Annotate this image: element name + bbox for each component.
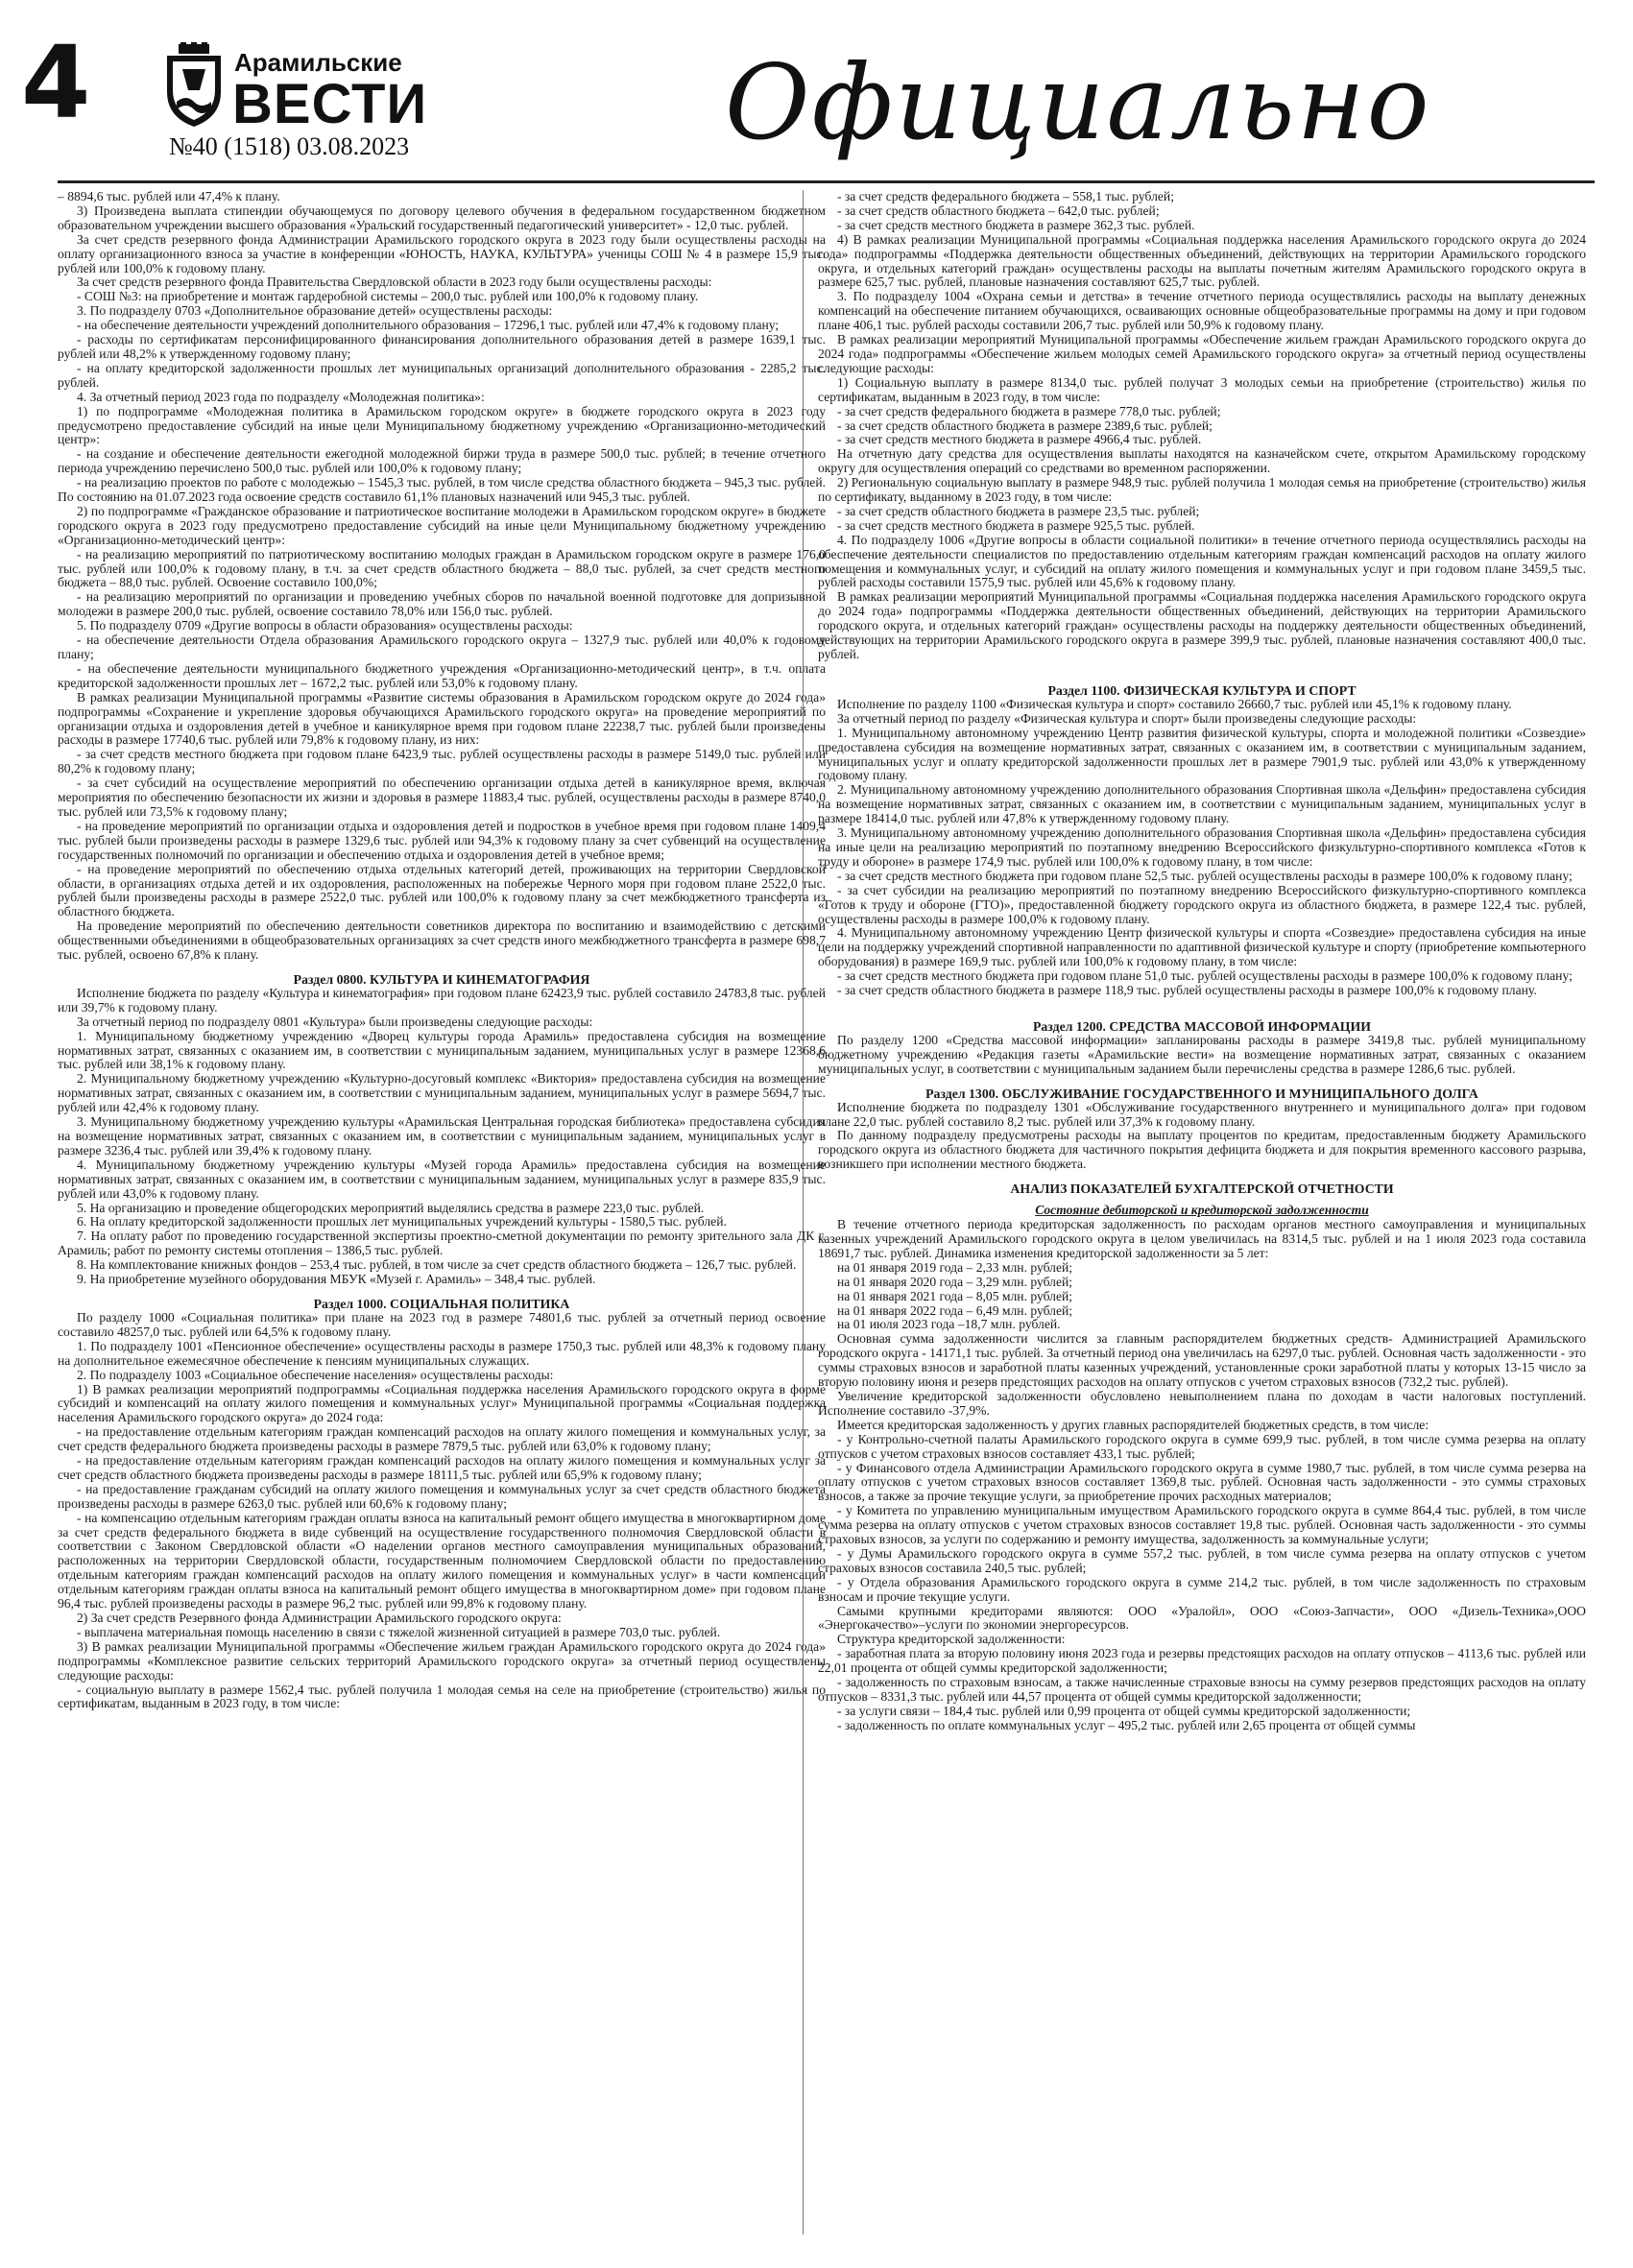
paragraph: Имеется кредиторская задолженность у других главных распорядителей бюджетных средств, в том числе: (837, 1417, 1429, 1432)
paragraph: - задолженность по страховым взносам, а также начисленные страховые взносы на сумму резервов предстоящих расходов на оплату отпусков – 8331,3 тыс. рублей или 44,57 процента от общей суммы кредиторской задолженности; (818, 1675, 1586, 1704)
paragraph: 2) Региональную социальную выплату в размере 948,9 тыс. рублей получила 1 молодая семья на приобретение (строительство) жилья по сертификату, выданному в 2023 году, в том числе: (818, 475, 1586, 505)
paragraph: - за счет средств федерального бюджета – 558,1 тыс. рублей; (837, 189, 1174, 203)
list-item: на 01 января 2019 года – 2,33 млн. рублей; (837, 1259, 1073, 1275)
paragraph: - за счет средств местного бюджета при годовом плане 52,5 тыс. рублей осуществлены расходы в размере 100,0% к годовому плану; (837, 868, 1573, 883)
paragraph: 1) по подпрограмме «Молодежная политика в Арамильском городском округе» в бюджете городского округа в 2023 году предусмотрено предоставление субсидий на иные цели Муниципальному бюджетному учреждению «Организационно-методический центр»: (58, 403, 826, 447)
spacer (818, 998, 1586, 1010)
paragraph: - заработная плата за вторую половину июня 2023 года и резервы предстоящих расходов на оплату отпусков – 4113,6 тыс. рублей или 22,01 процента от общей суммы кредиторской задолженности; (818, 1646, 1586, 1676)
logo-title-line1: Арамильские (234, 48, 402, 77)
paragraph: По разделу 1000 «Социальная политика» при плане на 2023 год в размере 74801,6 тыс. рублей за отчетный период освоение составило 48257,0 тыс. рублей или 64,5% к годовому плану. (58, 1309, 826, 1339)
paragraph: 4. Муниципальному автономному учреждению Центр физической культуры и спорта «Созвездие» предоставлена субсидия на иные цели на поддержку учреждений спортивной направленности по адаптивной физической культуре и спорту (приобретение компьютерного оборудования) в размере 169,9 тыс. рублей или 100,0% к годовому плану, в том числе: (818, 925, 1586, 969)
paragraph: – 8894,6 тыс. рублей или 47,4% к плану. (58, 189, 280, 203)
paragraph: - на обеспечение деятельности муниципального бюджетного учреждения «Организационно-методический центр», в т.ч. оплата кредиторской задолженности прошлых лет – 1672,2 тыс. рублей или 53,0% к годовому плану. (58, 660, 826, 690)
paragraph: - на проведение мероприятий по организации отдыха и оздоровления детей и подростков в учебное время при годовом плане 1409,4 тыс. рублей были произведены расходы в размере 1329,6 тыс. рублей или 94,3% к годовому плану за счет субвенций на осуществление государственных полномочий по организации и обеспечению отдыха и оздоровления детей в учебное время; (58, 818, 826, 862)
paragraph: За отчетный период по разделу «Физическая культура и спорт» были произведены следующие расходы: (837, 710, 1417, 726)
section-heading-1200: Раздел 1200. СРЕДСТВА МАССОВОЙ ИНФОРМАЦИИ (1032, 1018, 1372, 1034)
section-heading-analysis: АНАЛИЗ ПОКАЗАТЕЛЕЙ БУХГАЛТЕРСКОЙ ОТЧЕТНОСТИ (1010, 1182, 1394, 1197)
paragraph: - у Отдела образования Арамильского городского округа в сумме 214,2 тыс. рублей, в том числе задолженность по страховым взносам и прочие текущие услуги. (818, 1574, 1586, 1604)
paragraph: Структура кредиторской задолженности: (837, 1632, 1066, 1647)
paragraph: 4) В рамках реализации Муниципальной программы «Социальная поддержка населения Арамильского городского округа до 2024 года» подпрограммы «Поддержка деятельности общественных объединений, действующих на территории Арамильского городского округа, и отдельных категорий граждан» осуществлены расходы на выплаты почетным жителям Арамильского городского округа в размере 625,7 тыс. рублей, плановые назначения составляют 625,7 тыс. рублей. (818, 231, 1586, 290)
paragraph: Увеличение кредиторской задолженности обусловлено невыполнением плана по доходам в части налоговых поступлений. Исполнение составило -37,9%. (818, 1388, 1586, 1418)
paragraph: 3) В рамках реализации Муниципальной программы «Обеспечение жильем граждан Арамильского городского округа до 2024 года» подпрограммы «Комплексное развитие сельских территорий Арамильского городского округа» за отчетный период осуществлены следующие расходы: (58, 1638, 826, 1683)
paragraph: За отчетный период по подразделу 0801 «Культура» были произведены следующие расходы: (77, 1014, 593, 1029)
paragraph: 4. По подразделу 1006 «Другие вопросы в области социальной политики» в течение отчетного периода осуществлялись расходы на обеспечение деятельности специалистов по предоставлению отдельным категориям граждан компенсаций расходов на оплату жилого помещения и коммунальных услуг, и субсидий на оплату жилого помещения и коммунальных услуг и при годовом плане 3459,5 тыс. рублей расходы составили 1575,9 тыс. рублей или 45,6% к годовому плану. (818, 532, 1586, 590)
paragraph: 7. На оплату работ по проведению государственной экспертизы проектно-сметной документации по ремонту зрительного зала ДК г. Арамиль; работ по ремонту системы отопления – 1386,5 тыс. рублей. (58, 1229, 826, 1258)
paragraph: - за счет средств местного бюджета в размере 362,3 тыс. рублей. (837, 217, 1195, 232)
paragraph: 9. На приобретение музейного оборудования МБУК «Музей г. Арамиль» – 348,4 тыс. рублей. (77, 1272, 596, 1287)
paragraph: Исполнение бюджета по подразделу 1301 «Обслуживание государственного внутреннего и муниципального долга» при годовом плане 22,0 тыс. рублей составило 8,2 тыс. рублей или 37,3% к годовому плану. (818, 1099, 1586, 1129)
paragraph: По данному подразделу предусмотрены расходы на выплату процентов по кредитам, предоставленным бюджету Арамильского городского округа из областного бюджета для частичного покрытия дефицита бюджета и для покрытия временного кассового разрыва, возникшего при исполнении местного бюджета. (818, 1128, 1586, 1172)
paragraph: - за счет субсидий на осуществление мероприятий по обеспечению организации отдыха детей в каникулярное время, включая мероприятия по обеспечению безопасности их жизни и здоровья в размере 11883,4 тыс. рублей, осуществлены расходы в размере 8740,0 тыс. рублей или 73,5% к годовому плану; (58, 776, 826, 819)
paragraph: - расходы по сертификатам персонифицированного финансирования дополнительного образования детей в размере 1639,1 тыс. рублей или 48,2% к утвержденному годовому плану; (58, 332, 826, 361)
paragraph: - на реализацию мероприятий по организации и проведению учебных сборов по начальной военной подготовке для допризывной молодежи в размере 200,0 тыс. рублей, освоение составило 78,0% или 156,0 тыс. рублей. (58, 589, 826, 619)
right-column (818, 190, 1586, 1733)
paragraph: - на оплату кредиторской задолженности прошлых лет муниципальных организаций дополнительного образования - 2285,2 тыс. рублей. (58, 360, 826, 390)
paragraph: Самыми крупными кредиторами являются: ООО «Уралойл», ООО «Союз-Запчасти», ООО «Дизель-Техника»,ООО «Энергокачество»–услуги по экономии энергоресурсов. (818, 1603, 1586, 1633)
paragraph: - за счет средств областного бюджета – 642,0 тыс. рублей; (837, 203, 1160, 218)
paragraph: 6. На оплату кредиторской задолженности прошлых лет муниципальных учреждений культуры - 1580,5 тыс. рублей. (77, 1214, 727, 1229)
paragraph: 4. Муниципальному бюджетному учреждению культуры «Музей города Арамиль» предоставлена субсидия на возмещение нормативных затрат, связанных с оказанием им, в соответствии с муниципальным заданием, муниципальных услуг в размере 835,9 тыс. рублей или 43,0% к годовому плану. (58, 1157, 826, 1201)
paragraph: - на обеспечение деятельности Отдела образования Арамильского городского округа – 1327,9 тыс. рублей или 40,0% к годовому плану; (58, 633, 826, 661)
paragraph: - за счет средств федерального бюджета в размере 778,0 тыс. рублей; (837, 403, 1221, 418)
section-rubric: Официально (725, 43, 1431, 163)
list-item: на 01 июля 2023 года –18,7 млн. рублей. (837, 1317, 1061, 1332)
paragraph: 1. По подразделу 1001 «Пенсионное обеспечение» осуществлены расходы в размере 1750,3 тыс. рублей или 48,3% к годовому плану на дополнительное ежемесячное обеспечение к пенсиям муниципальных служащих. (58, 1338, 826, 1368)
paragraph: - на реализацию мероприятий по патриотическому воспитанию молодых граждан в Арамильском городском округе в размере 176,0 тыс. рублей или 100,0% к годовому плану, в т.ч. за счет средств областного бюджета – 88,0 тыс. рублей, за счет средств местного бюджета – 88,0 тыс. рублей. Освоение составило 100,0%; (58, 546, 826, 590)
left-column (58, 190, 826, 1711)
paragraph: 1. Муниципальному бюджетному учреждению «Дворец культуры города Арамиль» предоставлена субсидия на возмещение нормативных затрат, связанных с оказанием им, в соответствии с муниципальным заданием, муниципальных услуг в размере 12368,6 тыс. рублей или 38,1% к годовому плану. (58, 1028, 826, 1072)
paragraph: На отчетную дату средства для осуществления выплаты находятся на казначейском счете, открытом Арамильскому городскому округу для осуществления операций со средствами во временном распоряжении. (818, 446, 1586, 476)
page-number: 4 (21, 24, 91, 141)
header-rule (58, 180, 1595, 183)
section-heading-1300: Раздел 1300. ОБСЛУЖИВАНИЕ ГОСУДАРСТВЕННОГО И МУНИЦИПАЛЬНОГО ДОЛГА (925, 1086, 1478, 1101)
list-item: на 01 января 2020 года – 3,29 млн. рублей; (837, 1274, 1073, 1289)
paragraph: Исполнение по разделу 1100 «Физическая культура и спорт» составило 26660,7 тыс. рублей или 45,1% к годовому плану. (837, 696, 1512, 711)
paragraph: В рамках реализации мероприятий Муниципальной программы «Социальная поддержка населения Арамильского городского округа до 2024 года» подпрограммы «Поддержка деятельности общественных объединений, действующих на территории Арамильского городского округа, и отдельных категорий граждан» осуществлены расходы на поддержку деятельности общественных объединений, действующих на территории Арамильского городского округа в размере 399,9 тыс. рублей, плановые назначения составляют 400,0 тыс. рублей. (818, 589, 1586, 661)
paragraph: - выплачена материальная помощь населению в связи с тяжелой жизненной ситуацией в размере 703,0 тыс. рублей. (77, 1624, 721, 1639)
paragraph: - у Комитета по управлению муниципальным имуществом Арамильского городского округа в сумме 864,4 тыс. рублей, в том числе сумма резерва на оплату отпусков с учетом страховых взносов составляет 19,8 тыс. рублей. Основная часть задолженности - это суммы страховых взносов, за услуги по содержанию и ремонту имущества, задолженность за коммунальные услуги; (818, 1503, 1586, 1547)
paragraph: - на компенсацию отдельным категориям граждан оплаты взноса на капитальный ремонт общего имущества в многоквартирном доме за счет средств федерального бюджета в виде субвенций на осуществление государственного полномочия Свердловской области в соответствии с Законом Свердловской области «О наделении органов местного самоуправления муниципальных образований, расположенных на территории Свердловской области, государственным полномочием Свердловской области по предоставлению отдельным категориям граждан компенсаций расходов на оплату жилого помещения и коммунальных услуг» в части компенсации отдельным категориям граждан оплаты взноса на капитальный ремонт общего имущества в многоквартирном доме» при годовом плане 96,4 тыс. рублей произведены расходы в размере 96,2 тыс. рублей или 99,8% к годовому плану. (58, 1510, 826, 1611)
paragraph: - на создание и обеспечение деятельности ежегодной молодежной биржи труда в размере 500,0 тыс. рублей; в течение отчетного периода учреждению перечислено 500,0 тыс. рублей или 100,0% к годовому плану; (58, 446, 826, 476)
paragraph: - за счет средств местного бюджета при годовом плане 51,0 тыс. рублей осуществлены расходы в размере 100,0% к годовому плану; (837, 968, 1573, 984)
paragraph: - за счет средств местного бюджета в размере 4966,4 тыс. рублей. (837, 432, 1202, 447)
paragraph: На проведение мероприятий по обеспечению деятельности советников директора по воспитанию и взаимодействию с детскими общественными объединениями в общеобразовательных организациях за счет средств иного межбюджетного трансферта в размере 698,7 тыс. рублей, освоено 67,8% к плану. (58, 919, 826, 963)
paragraph: - социальную выплату в размере 1562,4 тыс. рублей получила 1 молодая семья на селе на приобретение (строительство) жилья по сертификатам, выданным в 2023 году, в том числе: (58, 1682, 826, 1711)
coat-of-arms-icon (167, 42, 221, 127)
paragraph: - за счет субсидии на реализацию мероприятий по поэтапному внедрению Всероссийского физкультурно-спортивного комплекса «Готов к труду и обороне (ГТО)», предоставленной бюджету городского округа из областного бюджета, в размере 122,4 тыс. рублей, осуществлены расходы в размере 100,0% к годовому плану. (818, 882, 1586, 926)
paragraph: - за счет средств областного бюджета в размере 118,9 тыс. рублей осуществлены расходы в размере 100,0% к годовому плану. (837, 983, 1537, 998)
paragraph: 3. По подразделу 1004 «Охрана семьи и детства» в течение отчетного периода осуществлялись расходы на выплату денежных компенсаций на обеспечение питанием обучающихся, осваивающих основные общеобразовательные программы на дому и при годовом плане 406,1 тыс. рублей расходы составили 206,7 тыс. рублей или 50,9% к годовому плану. (818, 289, 1586, 333)
paragraph: - за счет средств областного бюджета в размере 23,5 тыс. рублей; (837, 503, 1200, 518)
paragraph: По разделу 1200 «Средства массовой информации» запланированы расходы в размере 3419,8 тыс. рублей муниципальному бюджетному учреждению «Редакция газеты «Арамильские вести» на возмещение нормативных затрат, связанных с оказанием муниципальных услуг, в соответствии с муниципальным заданием были перечислены средства в размере 1286,6 тыс. рублей. (818, 1032, 1586, 1076)
paragraph: 4. За отчетный период 2023 года по подразделу «Молодежная политика»: (77, 389, 485, 404)
paragraph: В течение отчетного периода кредиторская задолженность по расходам органов местного самоуправления и муниципальных казенных учреждений Арамильского городского округа в целом увеличилась на 8314,5 тыс. рублей и на 1 июля 2023 года составила 18691,7 тыс. рублей. Динамика изменения кредиторской задолженности за 5 лет: (818, 1217, 1586, 1260)
section-heading-1000: Раздел 1000. СОЦИАЛЬНАЯ ПОЛИТИКА (313, 1296, 570, 1311)
paragraph: 1) Социальную выплату в размере 8134,0 тыс. рублей получат 3 молодых семьи на приобретение (строительство) жилья по сертификатам, выданным в 2023 году, в том числе: (818, 374, 1586, 404)
paragraph: 1. Муниципальному автономному учреждению Центр развития физической культуры, спорта и молодежной политики «Созвездие» предоставлена субсидия на возмещение нормативных затрат, связанных с оказанием им, в соответствии с муниципальным заданием, муниципальных услуг и оплату кредиторской задолженности прошлых лет в размере 7901,9 тыс. рублей или 43,0% к утвержденному годовому плану. (818, 725, 1586, 783)
paragraph: - за счет средств местного бюджета в размере 925,5 тыс. рублей. (837, 517, 1195, 533)
logo-title-line2: ВЕСТИ (232, 73, 428, 129)
paragraph: - на реализацию проектов по работе с молодежью – 1545,3 тыс. рублей, в том числе средства областного бюджета – 945,3 тыс. рублей. По состоянию на 01.07.2023 года освоение средств составило 61,1% плановых назначений или 945,3 тыс. рублей. (58, 475, 826, 505)
paragraph: - на предоставление гражданам субсидий на оплату жилого помещения и коммунальных услуг за счет средств областного бюджета произведены расходы в размере 6263,0 тыс. рублей или 60,6% к годовому плану; (58, 1481, 826, 1511)
paragraph: 3. Муниципальному автономному учреждению дополнительного образования Спортивная школа «Дельфин» предоставлена субсидия на иные цели на реализацию мероприятий по поэтапному внедрению Всероссийского физкультурно-спортивного комплекса «Готов к труду и обороне» в размере 174,9 тыс. рублей или 100,0% к годовому плану, в том числе: (818, 825, 1586, 869)
paragraph: - за счет средств местного бюджета при годовом плане 6423,9 тыс. рублей осуществлены расходы в размере 5149,0 тыс. рублей или 80,2% к годовому плану; (58, 747, 826, 776)
issue-number-date: №40 (1518) 03.08.2023 (169, 132, 410, 160)
paragraph: - у Контрольно-счетной палаты Арамильского городского округа в сумме 699,9 тыс. рублей, в том числе сумма резерва на оплату отпусков с учетом страховых взносов составляет 433,1 тыс. рублей; (818, 1431, 1586, 1461)
section-heading-1100: Раздел 1100. ФИЗИЧЕСКАЯ КУЛЬТУРА И СПОРТ (1047, 682, 1357, 698)
list-item: на 01 января 2021 года – 8,05 млн. рублей; (837, 1288, 1073, 1303)
paragraph: 3. Муниципальному бюджетному учреждению культуры «Арамильская Центральная городская библиотека» предоставлена субсидия на возмещение нормативных затрат, связанных с оказанием им, в соответствии с муниципальным заданием, муниципальных услуг в размере 3236,4 тыс. рублей или 39,4% к годовому плану. (58, 1114, 826, 1158)
paragraph: 5. На организацию и проведение общегородских мероприятий выделялись средства в размере 223,0 тыс. рублей. (77, 1200, 705, 1215)
paragraph: 5. По подразделу 0709 «Другие вопросы в области образования» осуществлены расходы: (77, 618, 573, 633)
paragraph: В рамках реализации мероприятий Муниципальной программы «Обеспечение жильем граждан Арамильского городского округа до 2024 года» подпрограммы «Обеспечение жильем молодых семей Арамильского городского округа» за отчетный период осуществлены следующие расходы: (818, 332, 1586, 375)
paragraph: Основная сумма задолженности числится за главным распорядителем бюджетных средств- Администрацией Арамильского городского округа - 14171,1 тыс. рублей. За отчетный период она увеличилась на 6297,0 тыс. рублей. Основная часть задолженности - это суммы страховых взносов и заработной платы казенных учреждений, установленные сроки заработной платы у которых 13-15 число за вторую половину июня и резерв предстоящих расходов на оплату отпусков с учетом страховых взносов (732,2 тыс. рублей). (818, 1331, 1586, 1390)
paragraph: 2) За счет средств Резервного фонда Администрации Арамильского городского округа: (77, 1611, 562, 1625)
newspaper-logo (161, 42, 478, 129)
paragraph: - СОШ №3: на приобретение и монтаж гардеробной системы – 200,0 тыс. рублей или 100,0% к годовому плану. (77, 289, 699, 304)
subsection-heading-debt: Состояние дебиторской и кредиторской задолженности (1035, 1203, 1369, 1218)
section-heading-0800: Раздел 0800. КУЛЬТУРА И КИНЕМАТОГРАФИЯ (293, 971, 590, 987)
spacer (818, 662, 1586, 674)
paragraph: Исполнение бюджета по разделу «Культура и кинематография» при годовом плане 62423,9 тыс. рублей составило 24783,8 тыс. рублей или 39,7% к годовому плану. (58, 985, 826, 1015)
paragraph: В рамках реализации Муниципальной программы «Развитие системы образования в Арамильском городском округе до 2024 года» подпрограммы «Сохранение и укрепление здоровья обучающихся Арамильского городского округа» на проведение мероприятий по организации отдыха и оздоровления детей в учебное и каникулярное время при годовом плане 22238,7 тыс. рублей были произведены расходы в размере 17740,6 тыс. рублей или 79,8% к годовому плану, из них: (58, 689, 826, 748)
paragraph: - задолженность по оплате коммунальных услуг – 495,2 тыс. рублей или 2,65 процента от общей суммы (837, 1717, 1416, 1732)
paragraph: - на предоставление отдельным категориям граждан компенсаций расходов на оплату жилого помещения и коммунальных услуг за счет средств областного бюджета произведены расходы в размере 18111,5 тыс. рублей или 65,9% к годовому плану; (58, 1453, 826, 1482)
paragraph: - на проведение мероприятий по обеспечению отдыха отдельных категорий детей, проживающих на территории Свердловской области, в организациях отдыха детей и их оздоровления, расположенных на побережье Черного моря при годовом плане 2522,0 тыс. рублей были произведены расходы в размере 2522,0 тыс. рублей или 100,0% к годовому плану за счет межбюджетного трансферта из областного бюджета. (58, 861, 826, 919)
list-item: на 01 января 2022 года – 6,49 млн. рублей; (837, 1302, 1073, 1318)
paragraph: - у Думы Арамильского городского округа в сумме 557,2 тыс. рублей, в том числе сумма резерва на оплату отпусков с учетом страховых взносов составила 240,5 тыс. рублей; (818, 1545, 1586, 1575)
paragraph: 2. По подразделу 1003 «Социальное обеспечение населения» осуществлены расходы: (77, 1367, 554, 1382)
paragraph: - за счет средств областного бюджета в размере 2389,6 тыс. рублей; (837, 418, 1213, 433)
paragraph: - на предоставление отдельным категориям граждан компенсаций расходов на оплату жилого помещения и коммунальных услуг, за счет средств федерального бюджета произведены расходы в размере 7879,5 тыс. рублей или 63,0% к годовому плану; (58, 1424, 826, 1454)
paragraph: За счет средств резервного фонда Администрации Арамильского городского округа в 2023 году были осуществлены расходы на оплату организационного взноса за участие в конференции «ЮНОСТЬ, НАУКА, КУЛЬТУРА» ученицы СОШ № 4 в размере 15,9 тыс. рублей или 100,0% к годовому плану. (58, 231, 826, 275)
paragraph: За счет средств резервного фонда Правительства Свердловской области в 2023 году были осуществлены расходы: (77, 275, 712, 290)
paragraph: 2. Муниципальному автономному учреждению дополнительного образования Спортивная школа «Дельфин» предоставлена субсидия на возмещение нормативных затрат, связанных с оказанием им, в соответствии с муниципальным заданием, муниципальных услуг в размере 18414,0 тыс. рублей или 47,8% к утвержденному годовому плану. (818, 782, 1586, 826)
paragraph: 3. По подразделу 0703 «Дополнительное образование детей» осуществлены расходы: (77, 303, 553, 319)
paragraph: 1) В рамках реализации мероприятий подпрограммы «Социальная поддержка населения Арамильского городского округа в форме субсидий и компенсаций на оплату жилого помещения и коммунальных услуг» Муниципальной программы «Социальная поддержка населения Арамильского городского округа» до 2024 года: (58, 1381, 826, 1425)
paragraph: 8. На комплектование книжных фондов – 253,4 тыс. рублей, в том числе за счет средств областного бюджета – 126,7 тыс. рублей. (77, 1257, 797, 1273)
paragraph: 3) Произведена выплата стипендии обучающемуся по договору целевого обучения в федеральном государственном бюджетном образовательном учреждении высшего образования «Уральский государственный педагогический университет» - 12,0 тыс. рублей. (58, 203, 826, 232)
paragraph: 2. Муниципальному бюджетному учреждению «Культурно-досуговый комплекс «Виктория» предоставлена субсидия на возмещение нормативных затрат, связанных с оказанием им, в соответствии с муниципальным заданием, муниципальных услуг в размере 5694,7 тыс. рублей или 42,4% к годовому плану. (58, 1071, 826, 1115)
paragraph: 2) по подпрограмме «Гражданское образование и патриотическое воспитание молодежи в Арамильском городском округе» в бюджете городского округа в 2023 году предусмотрено предоставление субсидий на иные цели Муниципальному бюджетному учреждению «Организационно-методический центр»: (58, 503, 826, 547)
paragraph: - за услуги связи – 184,4 тыс. рублей или 0,99 процента от общей суммы кредиторской задолженности; (837, 1703, 1411, 1718)
paragraph: - у Финансового отдела Администрации Арамильского городского округа в сумме 1980,7 тыс. рублей, в том числе сумма резерва на оплату отпусков с учетом страховых взносов составляет 1369,8 тыс. рублей. Основная часть задолженности - это суммы страховых взносов, а также за прочие текущие услуги, за приобретение прочих расходных материалов; (818, 1460, 1586, 1504)
paragraph: - на обеспечение деятельности учреждений дополнительного образования – 17296,1 тыс. рублей или 47,4% к годовому плану; (77, 318, 780, 333)
